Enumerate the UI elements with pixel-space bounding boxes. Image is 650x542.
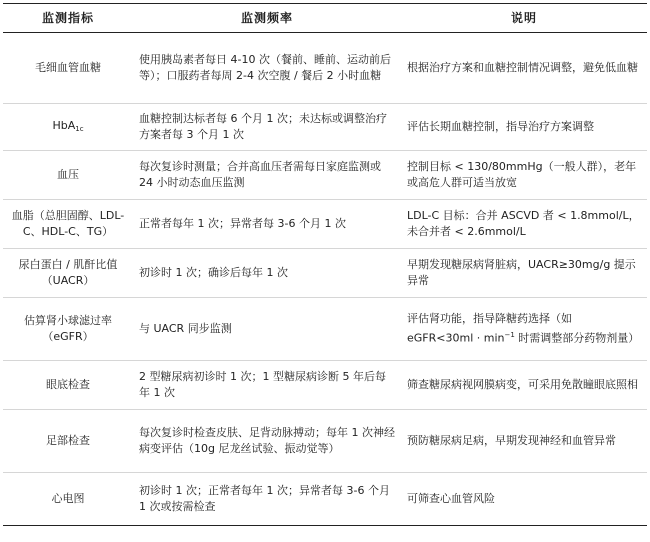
frequency-cell: 初诊时 1 次；确诊后每年 1 次 — [133, 249, 401, 298]
table-row — [3, 473, 647, 526]
indicator-cell: 足部检查 — [3, 410, 133, 473]
frequency-cell: 与 UACR 同步监测 — [133, 298, 401, 361]
table-body — [3, 33, 647, 526]
table-row — [3, 298, 647, 361]
indicator-cell: 眼底检查 — [3, 361, 133, 410]
table-row — [3, 33, 647, 104]
note-cell: 控制目标 < 130/80mmHg（一般人群），老年或高危人群可适当放宽 — [401, 151, 647, 200]
note-cell: 可筛查心血管风险 — [401, 473, 647, 526]
frequency-cell: 每次复诊时检查皮肤、足背动脉搏动；每年 1 次神经病变评估（10g 尼龙丝试验、振动觉等） — [133, 410, 401, 473]
indicator-cell: 估算肾小球滤过率（eGFR） — [3, 298, 133, 361]
table-row — [3, 361, 647, 410]
indicator-cell: 血压 — [3, 151, 133, 200]
note-cell: LDL-C 目标：合并 ASCVD 者 < 1.8mmol/L，未合并者 < 2.6mmol/L — [401, 200, 647, 249]
note-text-after: 时需调整部分药物剂量） — [514, 331, 640, 345]
frequency-cell: 血糖控制达标者每 6 个月 1 次；未达标或调整治疗方案者每 3 个月 1 次 — [133, 104, 401, 151]
indicator-main: HbA — [52, 118, 76, 132]
indicator-cell — [3, 104, 133, 151]
indicator-cell: 心电图 — [3, 473, 133, 526]
indicator-subscript: 1c — [75, 124, 84, 133]
table-row — [3, 200, 647, 249]
frequency-cell: 2 型糖尿病初诊时 1 次；1 型糖尿病诊断 5 年后每年 1 次 — [133, 361, 401, 410]
note-superscript: −1 — [504, 331, 515, 340]
note-cell — [401, 298, 647, 361]
header-note: 说明 — [401, 4, 647, 33]
indicator-cell: 毛细血管血糖 — [3, 33, 133, 104]
note-cell: 早期发现糖尿病肾脏病，UACR≥30mg/g 提示异常 — [401, 249, 647, 298]
table-row — [3, 104, 647, 151]
note-cell: 筛查糖尿病视网膜病变，可采用免散瞳眼底照相 — [401, 361, 647, 410]
header-row — [3, 4, 647, 33]
frequency-cell: 初诊时 1 次；正常者每年 1 次；异常者每 3-6 个月 1 次或按需检查 — [133, 473, 401, 526]
note-cell: 评估长期血糖控制，指导治疗方案调整 — [401, 104, 647, 151]
header-frequency: 监测频率 — [133, 4, 401, 33]
note-text-before: 评估肾功能，指导降糖药选择（如 eGFR<30ml · min — [407, 312, 572, 345]
table-row — [3, 249, 647, 298]
table-row — [3, 151, 647, 200]
frequency-cell: 正常者每年 1 次；异常者每 3-6 个月 1 次 — [133, 200, 401, 249]
table-header — [3, 4, 647, 33]
frequency-cell: 每次复诊时测量；合并高血压者需每日家庭监测或 24 小时动态血压监测 — [133, 151, 401, 200]
frequency-cell: 使用胰岛素者每日 4-10 次（餐前、睡前、运动前后等）；口服药者每周 2-4 次空腹 / 餐后 2 小时血糖 — [133, 33, 401, 104]
header-indicator: 监测指标 — [3, 4, 133, 33]
note-cell: 预防糖尿病足病，早期发现神经和血管异常 — [401, 410, 647, 473]
indicator-cell: 血脂（总胆固醇、LDL-C、HDL-C、TG） — [3, 200, 133, 249]
table-row — [3, 410, 647, 473]
note-cell: 根据治疗方案和血糖控制情况调整，避免低血糖 — [401, 33, 647, 104]
monitoring-table — [3, 3, 647, 526]
indicator-cell: 尿白蛋白 / 肌酐比值（UACR） — [3, 249, 133, 298]
